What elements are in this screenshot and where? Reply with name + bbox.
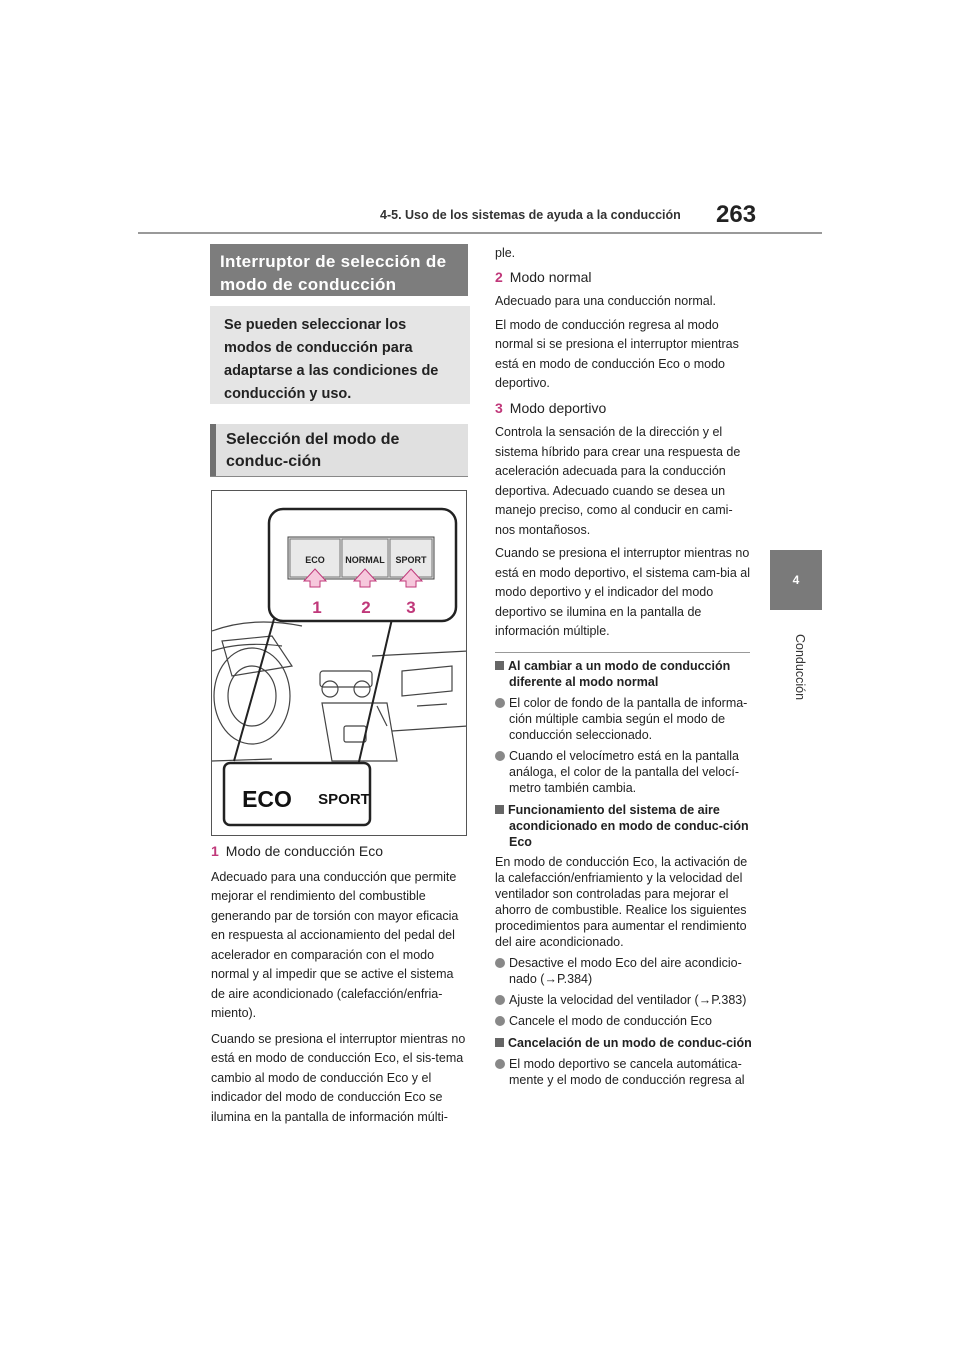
dot-bullet-icon	[495, 995, 505, 1005]
normal-switch-label: NORMAL	[345, 555, 385, 565]
subheading-rule	[210, 476, 468, 477]
note-bullet: El color de fondo de la pantalla de informa-ción múltiple cambia según el modo de conducción seleccionado.	[495, 695, 753, 743]
notes	[495, 658, 753, 1088]
continuation-text: ple.	[495, 246, 516, 260]
note-bullet: Cuando el velocímetro está en la pantalla análoga, el color de la pantalla del velocí-metro también cambia.	[495, 748, 753, 796]
item-3-heading	[495, 399, 750, 419]
item-1-paragraph: Adecuado para una conducción que permite mejorar el rendimiento del combustible generando par de torsión con mayor eficacia en respuesta al accionamiento del pedal del acelerador en comparación con el modo normal y al impedir que se active el sistema de aire acondicionado (calefacción/enfria-miento).	[211, 869, 459, 1020]
item-3-paragraph: Controla la sensación de la dirección y el sistema híbrido para crear una respuesta de aceleración adecuada para la conducción deportiva. Adecuado cuando se desea un manejo preciso, como al conducir en cami-nos montañosos.	[495, 425, 741, 537]
dot-bullet-icon	[495, 698, 505, 708]
note-title: Al cambiar a un modo de conducción diferente al modo normal	[495, 658, 753, 690]
square-bullet-icon	[495, 805, 504, 814]
item-2-paragraph: El modo de conducción regresa al modo normal si se presiona el interruptor mientras está en modo de conducción Eco o modo deportivo.	[495, 317, 739, 390]
notes-rule	[495, 652, 750, 653]
item-1-heading	[211, 842, 466, 862]
sport-switch-label: SPORT	[395, 555, 427, 565]
item-1-number: 1	[211, 843, 219, 859]
running-header: 4-5. Uso de los sistemas de ayuda a la conducción	[380, 208, 681, 222]
right-body	[495, 244, 750, 642]
dashboard-lineart	[212, 622, 467, 761]
eco-switch-label: ECO	[305, 555, 325, 565]
dot-bullet-icon	[495, 1016, 505, 1026]
callout-number: 2	[361, 598, 371, 617]
dashboard-drawing	[212, 491, 467, 836]
note-title: Cancelación de un modo de conduc-ción	[495, 1035, 753, 1051]
eco-indicator: ECO	[242, 786, 292, 812]
item-2-number: 2	[495, 268, 503, 285]
item-3-title: Modo deportivo	[509, 399, 607, 416]
section-heading: Interruptor de selección de modo de conducción	[210, 244, 468, 296]
intro-box: Se pueden seleccionar los modos de conducción para adaptarse a las condiciones de conducción y uso.	[210, 306, 470, 404]
note-title: Funcionamiento del sistema de aire acondicionado en modo de conduc-ción Eco	[495, 802, 753, 850]
square-bullet-icon	[495, 661, 504, 670]
subheading: Selección del modo de conduc-ción	[210, 424, 468, 476]
chapter-tab[interactable]: 4	[770, 550, 822, 610]
note-bullet: Ajuste la velocidad del ventilador (→P.383)	[495, 992, 753, 1008]
callout-number: 3	[406, 598, 416, 617]
dot-bullet-icon	[495, 751, 505, 761]
note-bullet: Cancele el modo de conducción Eco	[495, 1013, 753, 1029]
note-bullet: Desactive el modo Eco del aire acondicio-nado (→P.384)	[495, 955, 753, 987]
item-1-paragraph: Cuando se presiona el interruptor mientras no está en modo de conducción Eco, el sis-tema cambio al modo de conducción Eco y el indicador del modo de conducción Eco se ilumina en la pantalla de información múlti-	[211, 1031, 466, 1124]
item-2-heading	[495, 268, 750, 288]
chapter-label: Conducción	[793, 633, 807, 700]
dot-bullet-icon	[495, 958, 505, 968]
note-bullet: El modo deportivo se cancela automática-mente y el modo de conducción regresa al	[495, 1056, 753, 1088]
item-1-title: Modo de conducción Eco	[225, 843, 384, 859]
dot-bullet-icon	[495, 1059, 505, 1069]
item-2-paragraph: Adecuado para una conducción normal.	[495, 294, 716, 308]
left-body	[211, 842, 466, 1127]
callout-number: 1	[312, 598, 322, 617]
sport-indicator: SPORT	[318, 791, 370, 808]
page-number: 263	[716, 201, 757, 228]
item-2-title: Modo normal	[509, 268, 592, 285]
header-rule	[138, 232, 822, 234]
item-3-number: 3	[495, 399, 503, 416]
drive-mode-illustration	[211, 490, 467, 836]
note-paragraph: En modo de conducción Eco, la activación de la calefacción/enfriamiento y la velocidad del ventilador son controladas para mejorar el ahorro de combustible. Realice los siguientes procedimientos para aumentar el rendimiento del aire acondicionado.	[495, 855, 748, 949]
callout-line	[358, 619, 392, 766]
item-3-paragraph: Cuando se presiona el interruptor mientras no está en modo deportivo, el sistema cam-bia al modo deportivo y el indicador del modo deportivo se ilumina en la pantalla de información múltiple.	[495, 546, 750, 638]
square-bullet-icon	[495, 1038, 504, 1047]
